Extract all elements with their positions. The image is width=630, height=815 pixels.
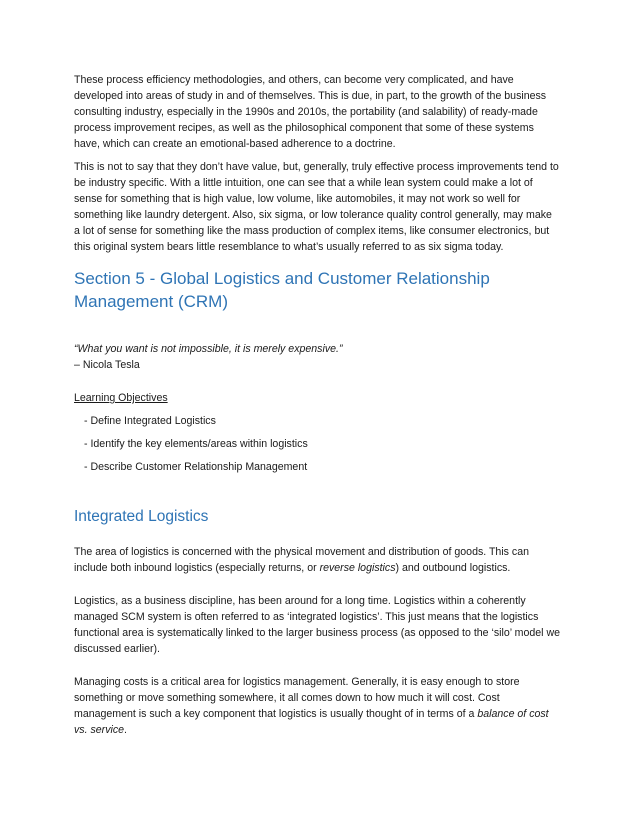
learning-objectives-heading: Learning Objectives bbox=[74, 392, 168, 404]
body-paragraph: The area of logistics is concerned with the physical movement and distribution of goods. This can include both inbound logistics (especially returns, or reverse logistics) and outbound logistics. bbox=[74, 546, 529, 574]
body-paragraph: This is not to say that they don’t have value, but, generally, truly effective process improvements tend to be industry specific. With a little intuition, one can see that a while lean system could make a lot of sense for something that is high value, low volume, like automobiles, it may not work so well for something like laundry detergent. Also, six sigma, or low tolerance quality control generally, may make a lot of sense for something like the mass production of complex items, like consumer electronics, but this original system bears little resemblance to what’s usually referred to as six sigma today. bbox=[74, 161, 559, 253]
learning-objective-item: - Identify the key elements/areas within logistics bbox=[84, 438, 308, 450]
document-page bbox=[74, 72, 560, 738]
learning-objective-item: - Define Integrated Logistics bbox=[84, 415, 216, 427]
body-paragraph: Logistics, as a business discipline, has been around for a long time. Logistics within a coherently managed SCM system is often referred to as ‘integrated logistics’. This just means that the logistics functional area is systematically linked to the larger business process (as opposed to the ‘silo’ model we discussed earlier). bbox=[74, 595, 560, 655]
epigraph-quote: “What you want is not impossible, it is merely expensive.” bbox=[74, 343, 343, 355]
learning-objective-item: - Describe Customer Relationship Management bbox=[84, 461, 308, 473]
body-paragraph: Managing costs is a critical area for logistics management. Generally, it is easy enough to store something or move something somewhere, it all comes down to how much it will cost. Cost management is such a key component that logistics is usually thought of in terms of a balance of cost vs. service. bbox=[74, 676, 549, 736]
subheading: Integrated Logistics bbox=[74, 508, 209, 525]
epigraph-author: – Nicola Tesla bbox=[74, 359, 140, 371]
body-paragraph: These process efficiency methodologies, and others, can become very complicated, and have developed into areas of study in and of themselves. This is due, in part, to the growth of the business consulting industry, especially in the 1990s and 2010s, the portability (and salability) of ready-made process improvement recipes, as well as the philosophical component that some of these systems have, which can create an emotional-based adherence to a doctrine. bbox=[74, 74, 547, 150]
section-heading: Section 5 - Global Logistics and Customer Relationship Management (CRM) bbox=[74, 269, 490, 311]
